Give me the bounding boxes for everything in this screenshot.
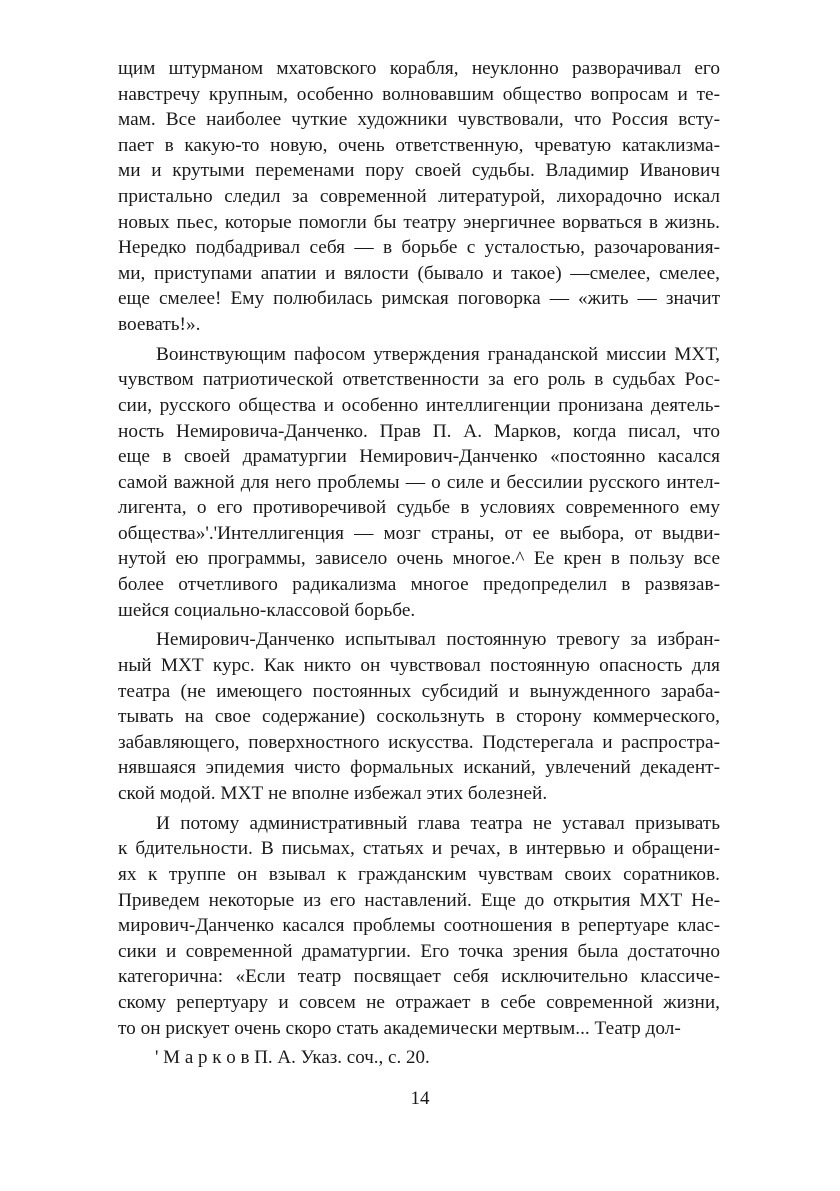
text-line: ях к труппе он взывал к гражданским чувствам своих соратников. bbox=[118, 863, 720, 885]
page-number: 14 bbox=[410, 1088, 430, 1109]
paragraph bbox=[118, 627, 720, 806]
text-line: воевать!». bbox=[118, 313, 201, 335]
text-line: театра (не имеющего постоянных субсидий и вынужденного зараба- bbox=[118, 680, 720, 702]
text-line: Приведем некоторые из его наставлений. Еще до открытия МХТ Не- bbox=[118, 889, 720, 911]
text-line: мирович-Данченко касался проблемы соотношения в репертуаре клас- bbox=[118, 915, 720, 937]
text-line: ный МХТ курс. Как никто он чувствовал постоянную опасность для bbox=[118, 655, 720, 677]
text-line: чувством патриотической ответственности за его роль в судьбах Рос- bbox=[118, 369, 720, 391]
text-line: нутой ею программы, зависело очень многое.^ Ее крен в пользу все bbox=[118, 548, 720, 570]
text-line: пристально следил за современной литературой, лихорадочно искал bbox=[118, 185, 720, 207]
text-line: сии, русского общества и особенно интеллигенции пронизана деятель- bbox=[118, 394, 720, 416]
text-line: Нередко подбадривал себя — в борьбе с усталостью, разочарования- bbox=[118, 237, 720, 259]
paragraph bbox=[118, 56, 720, 338]
text-line: ми, приступами апатии и вялости (бывало и такое) —смелее, смелее, bbox=[118, 262, 720, 284]
text-line: то он рискует очень скоро стать академически мертвым... Театр дол- bbox=[118, 1017, 681, 1039]
text-line: ность Немировича-Данченко. Прав П. А. Марков, когда писал, что bbox=[118, 420, 720, 442]
paragraph bbox=[118, 342, 720, 624]
text-line: скому репертуару и совсем не отражает в себе современной жизни, bbox=[118, 991, 720, 1013]
text-line: к бдительности. В письмах, статьях и речах, в интервью и обращени- bbox=[118, 838, 720, 860]
text-line: Немирович-Данченко испытывал постоянную тревогу за избран- bbox=[156, 629, 720, 651]
text-line: тывать на свое содержание) соскользнуть в сторону коммерческого, bbox=[118, 706, 720, 728]
text-line: щим штурманом мхатовского корабля, неуклонно разворачивал его bbox=[118, 58, 720, 79]
body-text bbox=[118, 56, 720, 1045]
text-line: ми и крутыми переменами пору своей судьбы. Владимир Иванович bbox=[118, 160, 720, 182]
text-line: навстречу крупным, особенно волновавшим общество вопросам и те- bbox=[118, 83, 720, 105]
paragraph bbox=[118, 811, 720, 1041]
text-line: общества»'.'Интеллигенция — мозг страны, от ее выбора, от выдви- bbox=[118, 522, 720, 544]
text-line: сики и современной драматургии. Его точка зрения была достаточно bbox=[118, 940, 720, 962]
text-line: Воинствующим пафосом утверждения гранаданской миссии МХТ, bbox=[156, 343, 720, 365]
text-line: категорична: «Если театр посвящает себя исключительно классиче- bbox=[118, 966, 720, 988]
text-line: еще смелее! Ему полюбилась римская поговорка — «жить — значит bbox=[118, 288, 720, 310]
text-line: нявшаяся эпидемия чисто формальных исканий, увлечений декадент- bbox=[118, 757, 720, 779]
text-line: забавляющего, поверхностного искусства. Подстерегала и распростра- bbox=[118, 731, 720, 753]
text-line: ской модой. МХТ не вполне избежал этих болезней. bbox=[118, 783, 548, 804]
text-line: новых пьес, которые помогли бы театру энергичнее ворваться в жизнь. bbox=[118, 211, 720, 233]
text-line: самой важной для него проблемы — о силе и бессилии русского интел- bbox=[118, 471, 720, 493]
text-line: шейся социально-классовой борьбе. bbox=[118, 599, 416, 621]
text-line: лигента, о его противоречивой судьбе в условиях современного ему bbox=[118, 497, 720, 519]
text-line: пает в какую-то новую, очень ответственную, чреватую катаклизма- bbox=[118, 134, 720, 156]
text-line: еще в своей драматургии Немирович-Данченко «постоянно касался bbox=[118, 446, 720, 468]
text-line: более отчетливого радикализма многое предопределил в развязав- bbox=[118, 574, 720, 596]
text-line: мам. Все наиболее чуткие художники чувствовали, что Россия всту- bbox=[118, 109, 720, 131]
text-line: И потому административный глава театра не уставал призывать bbox=[156, 812, 720, 834]
footnote: ' М а р к о в П. А. Указ. соч., с. 20. bbox=[155, 1047, 430, 1068]
